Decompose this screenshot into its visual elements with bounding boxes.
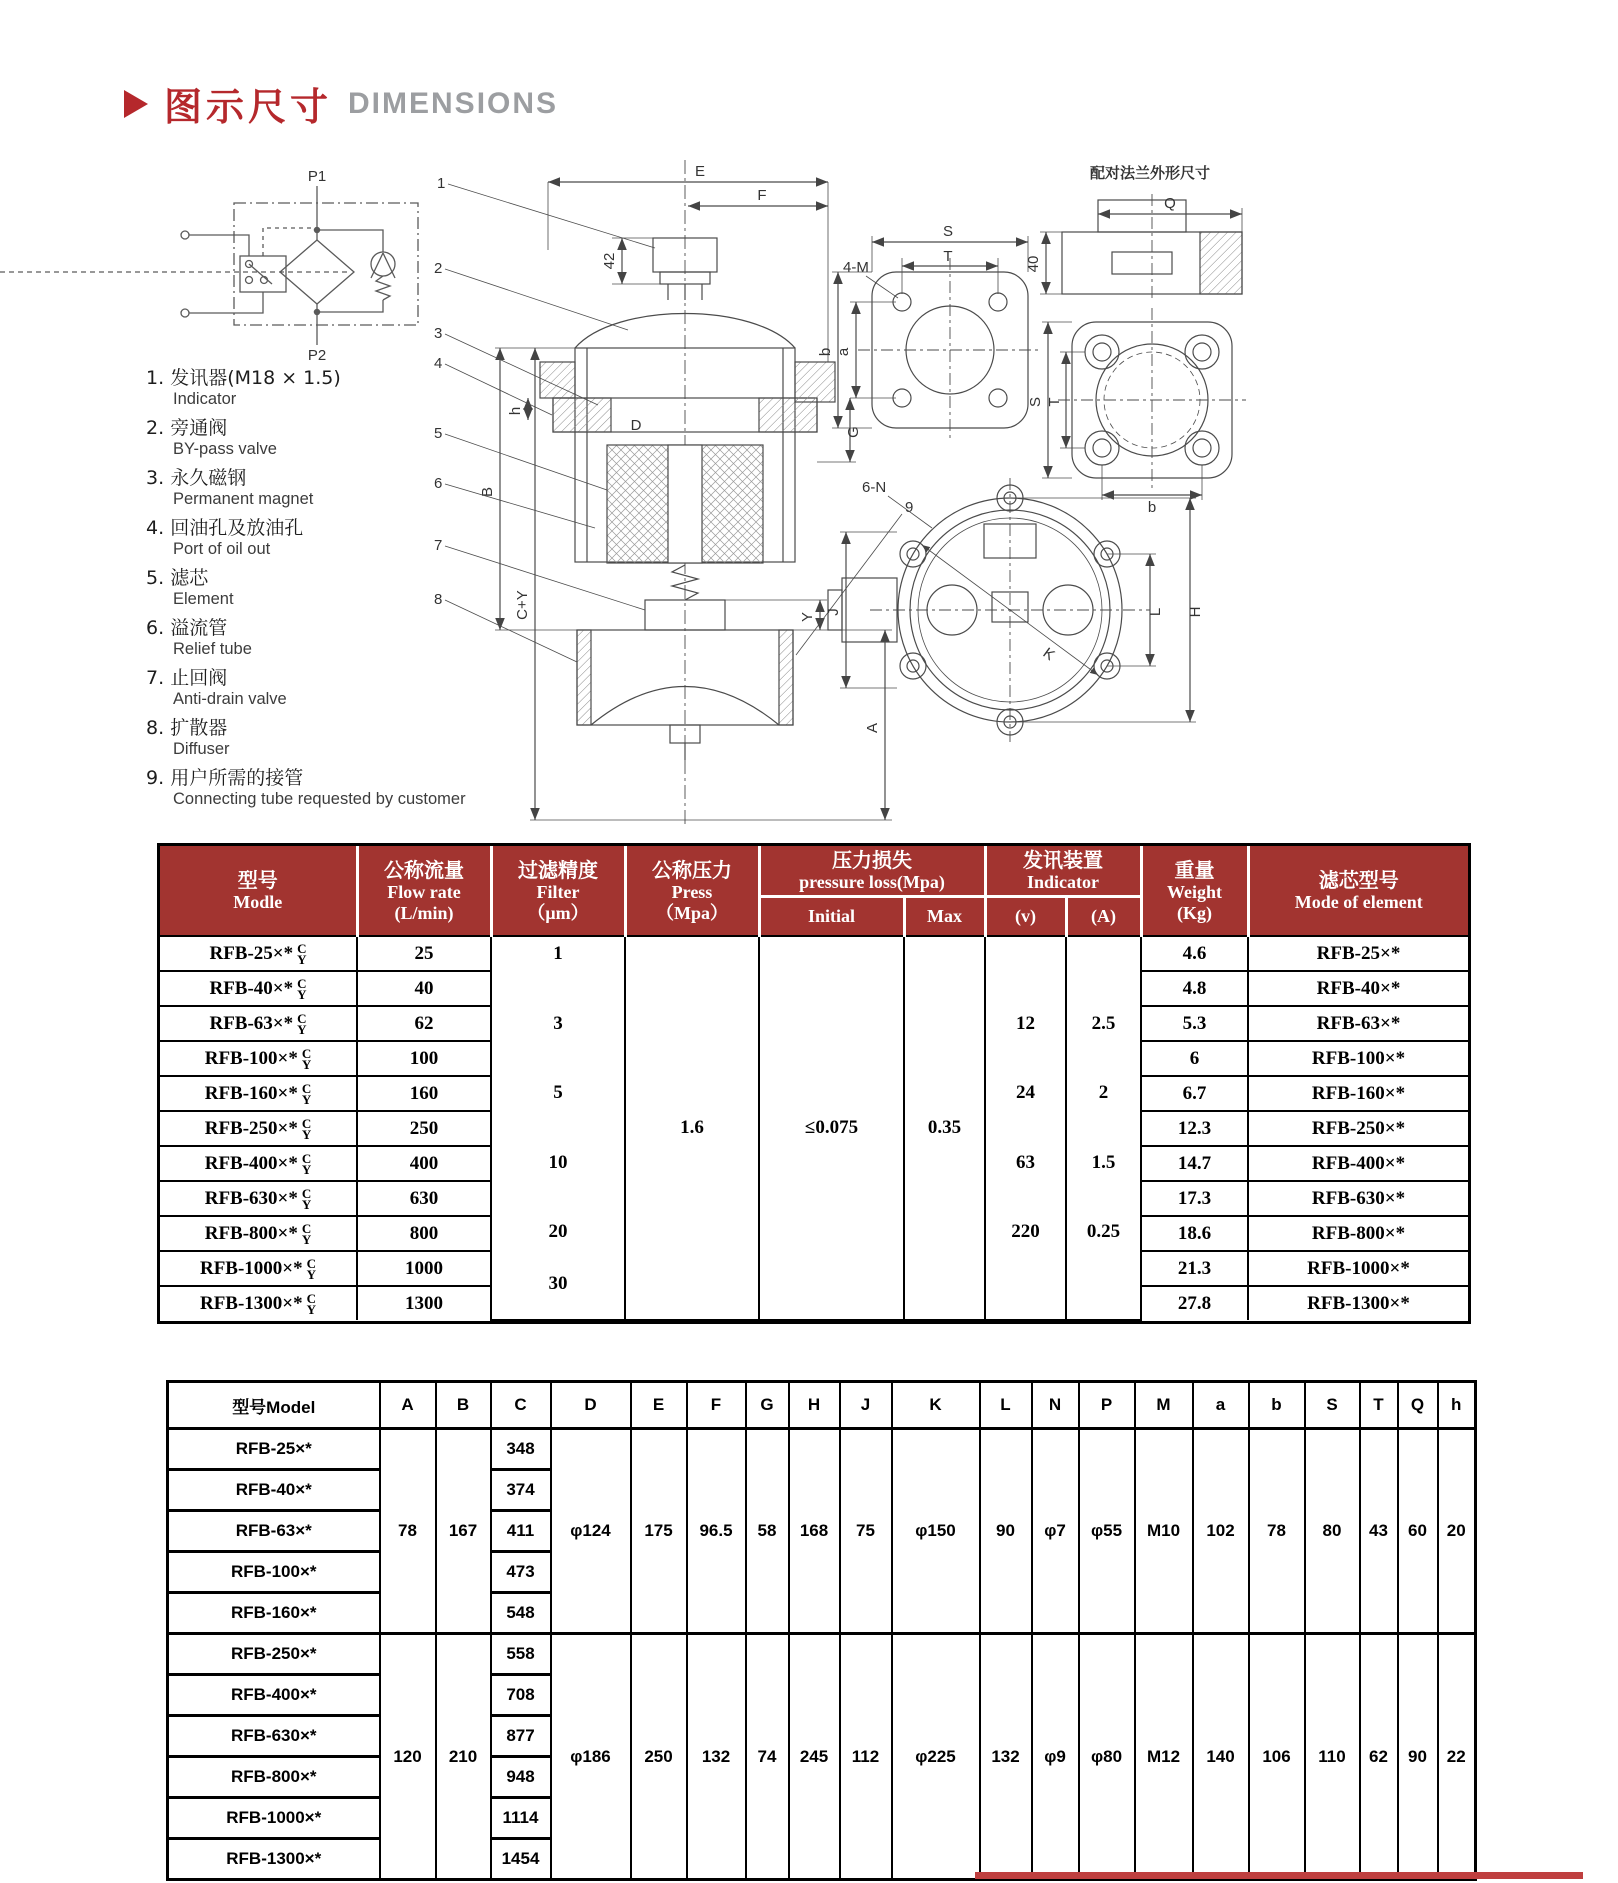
dim-header: P — [1079, 1382, 1135, 1429]
flow-cell: 160 — [357, 1076, 491, 1111]
dim-label-t2: T — [1046, 397, 1063, 407]
dim-header: A — [380, 1382, 436, 1429]
dim-shared-a: 102 — [1193, 1429, 1249, 1634]
weight-cell: 14.7 — [1141, 1146, 1248, 1181]
dim-model-cell: RFB-25×* — [168, 1429, 380, 1470]
dim-label-t: T — [943, 248, 953, 265]
dimension-table — [166, 1380, 1474, 1881]
dim-shared-b: 78 — [1249, 1429, 1305, 1634]
legend-item: 7. 止回阀 Anti-drain valve — [146, 667, 287, 708]
model-cell: RFB-250×* C Y — [160, 1111, 357, 1146]
dim-header: S — [1305, 1382, 1360, 1429]
weight-cell: 6 — [1141, 1041, 1248, 1076]
dim-shared-T: 62 — [1360, 1634, 1398, 1880]
model-cell: RFB-400×* C Y — [160, 1146, 357, 1181]
element-cell: RFB-40×* — [1248, 971, 1468, 1006]
dim-header: a — [1193, 1382, 1249, 1429]
dim-shared-A: 120 — [380, 1634, 436, 1880]
dim-header: E — [631, 1382, 687, 1429]
page-title-en: DIMENSIONS — [348, 86, 559, 120]
dim-shared-H: 168 — [789, 1429, 840, 1634]
leader-4: 4 — [434, 355, 443, 372]
dim-label-q: Q — [1164, 195, 1176, 212]
flow-cell: 1300 — [357, 1286, 491, 1320]
legend-item: 4. 回油孔及放油孔 Port of oil out — [146, 517, 304, 558]
model-cell: RFB-1000×* C Y — [160, 1251, 357, 1286]
dim-shared-H: 245 — [789, 1634, 840, 1880]
col-header-press: 公称压力 Press （Mpa） — [625, 846, 759, 936]
dim-shared-P: φ80 — [1079, 1634, 1135, 1880]
dim-shared-N: φ7 — [1032, 1429, 1079, 1634]
dim-label-a: A — [864, 722, 881, 734]
flow-cell: 40 — [357, 971, 491, 1006]
dim-shared-L: 132 — [980, 1634, 1032, 1880]
dim-header: D — [551, 1382, 631, 1429]
leader-5: 5 — [434, 425, 443, 442]
arrow-right-icon — [124, 90, 148, 118]
flow-cell: 62 — [357, 1006, 491, 1041]
dim-header: Q — [1398, 1382, 1438, 1429]
bolt-count-label: 4-M — [843, 259, 869, 276]
press-merged-cell: 1.6 — [625, 936, 759, 1320]
leader-8: 8 — [434, 591, 443, 608]
element-cell: RFB-25×* — [1248, 936, 1468, 971]
table-row — [160, 936, 1468, 971]
mating-flange-title: 配对法兰外形尺寸 — [1089, 165, 1211, 182]
legend-item: 5. 滤芯 Element — [146, 567, 234, 608]
dim-header: F — [687, 1382, 746, 1429]
dim-header: h — [1438, 1382, 1476, 1429]
legend-item: 9. 用户所需的接管 Connecting tube requested by customer — [146, 767, 466, 808]
dim-label-42: 42 — [601, 252, 618, 270]
parts-legend — [146, 366, 516, 816]
dim-label-l: L — [1147, 607, 1164, 617]
dim-shared-h: 20 — [1438, 1429, 1476, 1634]
model-cell: RFB-1300×* C Y — [160, 1286, 357, 1320]
model-cell: RFB-800×* C Y — [160, 1216, 357, 1251]
dim-header: N — [1032, 1382, 1079, 1429]
dim-shared-Q: 60 — [1398, 1429, 1438, 1634]
dim-shared-S: 80 — [1305, 1429, 1360, 1634]
flow-cell: 1000 — [357, 1251, 491, 1286]
dim-shared-F: 96.5 — [687, 1429, 746, 1634]
dim-label-f: F — [757, 187, 767, 204]
element-cell: RFB-100×* — [1248, 1041, 1468, 1076]
weight-cell: 27.8 — [1141, 1286, 1248, 1320]
legend-item: 2. 旁通阀 BY-pass valve — [146, 417, 277, 458]
weight-cell: 21.3 — [1141, 1251, 1248, 1286]
col-header-weight: 重量 Weight (Kg) — [1141, 846, 1248, 936]
flow-cell: 800 — [357, 1216, 491, 1251]
cy-suffix: C Y — [297, 940, 307, 967]
dim-model-cell: RFB-100×* — [168, 1552, 380, 1593]
table-row — [168, 1634, 1476, 1675]
dim-header: K — [892, 1382, 980, 1429]
mounting-flange-drawing — [817, 223, 1042, 442]
dim-label-b2: b — [1147, 499, 1157, 516]
weight-cell: 6.7 — [1141, 1076, 1248, 1111]
dim-c-cell: 708 — [491, 1675, 551, 1716]
port-p1-label: P1 — [307, 168, 327, 185]
dim-model-cell: RFB-63×* — [168, 1511, 380, 1552]
dim-shared-b: 106 — [1249, 1634, 1305, 1880]
dim-c-cell: 548 — [491, 1593, 551, 1634]
flow-cell: 100 — [357, 1041, 491, 1076]
model-cell: RFB-25×* C Y — [160, 936, 357, 971]
dim-shared-B: 210 — [436, 1634, 491, 1880]
dim-shared-E: 250 — [631, 1634, 687, 1880]
dim-header: b — [1249, 1382, 1305, 1429]
dim-model-cell: RFB-160×* — [168, 1593, 380, 1634]
volt-merged-cell: 12 24 63 220 — [985, 936, 1066, 1320]
dim-label-cy: C+Y — [514, 590, 531, 620]
dim-c-cell: 948 — [491, 1757, 551, 1798]
dim-shared-B: 167 — [436, 1429, 491, 1634]
dim-model-cell: RFB-250×* — [168, 1634, 380, 1675]
dim-label-b-small: b — [817, 347, 834, 357]
dim-header: B — [436, 1382, 491, 1429]
dim-model-cell: RFB-630×* — [168, 1716, 380, 1757]
dim-label-s2: S — [1027, 396, 1044, 408]
dim-shared-D: φ124 — [551, 1429, 631, 1634]
dim-c-cell: 473 — [491, 1552, 551, 1593]
element-cell: RFB-1300×* — [1248, 1286, 1468, 1320]
page-title-zh: 图示尺寸 — [164, 85, 333, 129]
mating-flange-drawing — [1025, 164, 1246, 516]
flow-cell: 250 — [357, 1111, 491, 1146]
dim-model-cell: RFB-400×* — [168, 1675, 380, 1716]
dim-c-cell: 1114 — [491, 1798, 551, 1839]
dim-model-cell: RFB-40×* — [168, 1470, 380, 1511]
dim-c-cell: 558 — [491, 1634, 551, 1675]
dim-label-b: B — [479, 486, 496, 498]
dim-header: G — [746, 1382, 789, 1429]
col-header-max: Max — [904, 897, 985, 937]
leader-7: 7 — [434, 537, 443, 554]
model-cell: RFB-40×* C Y — [160, 971, 357, 1006]
dim-shared-M: M10 — [1135, 1429, 1193, 1634]
dim-shared-G: 74 — [746, 1634, 789, 1880]
dim-header: T — [1360, 1382, 1398, 1429]
dim-header: H — [789, 1382, 840, 1429]
dim-label-j: J — [825, 608, 842, 616]
weight-cell: 4.6 — [1141, 936, 1248, 971]
col-header-amp: (A) — [1066, 897, 1141, 937]
model-cell: RFB-100×* C Y — [160, 1041, 357, 1076]
col-header-element: 滤芯型号 Mode of element — [1248, 846, 1468, 936]
dim-c-cell: 348 — [491, 1429, 551, 1470]
leader-1: 1 — [437, 175, 446, 192]
dim-label-k: K — [1039, 644, 1058, 665]
weight-cell: 5.3 — [1141, 1006, 1248, 1041]
col-header-pressure-loss: 压力损失 pressure loss(Mpa) — [759, 846, 985, 897]
dim-shared-E: 175 — [631, 1429, 687, 1634]
hydraulic-schematic-drawing — [0, 168, 418, 364]
dim-label-g: G — [845, 426, 862, 438]
element-cell: RFB-800×* — [1248, 1216, 1468, 1251]
dim-shared-T: 43 — [1360, 1429, 1398, 1634]
dim-header: J — [840, 1382, 892, 1429]
footer-rule — [975, 1872, 1583, 1879]
dim-shared-G: 58 — [746, 1429, 789, 1634]
bolt-count-label-6n: 6-N — [862, 479, 887, 496]
dim-model-cell: RFB-1000×* — [168, 1798, 380, 1839]
element-cell: RFB-630×* — [1248, 1181, 1468, 1216]
amp-merged-cell: 2.5 2 1.5 0.25 — [1066, 936, 1141, 1320]
leader-2: 2 — [434, 260, 443, 277]
dim-label-s: S — [942, 223, 954, 240]
col-header-initial: Initial — [759, 897, 904, 937]
dim-label-d: D — [630, 417, 642, 434]
legend-item: 3. 永久磁钢 Permanent magnet — [146, 467, 314, 508]
flow-cell: 25 — [357, 936, 491, 971]
loss-max-merged-cell: 0.35 — [904, 936, 985, 1320]
dim-label-h1: h — [507, 406, 524, 416]
dim-shared-J: 112 — [840, 1634, 892, 1880]
dim-shared-D: φ186 — [551, 1634, 631, 1880]
col-header-flow: 公称流量 Flow rate (L/min) — [357, 846, 491, 936]
dim-shared-a: 140 — [1193, 1634, 1249, 1880]
element-cell: RFB-1000×* — [1248, 1251, 1468, 1286]
dim-shared-F: 132 — [687, 1634, 746, 1880]
dim-header-model: 型号Model — [168, 1382, 380, 1429]
element-cell: RFB-160×* — [1248, 1076, 1468, 1111]
col-header-volt: (v) — [985, 897, 1066, 937]
weight-cell: 17.3 — [1141, 1181, 1248, 1216]
dim-c-cell: 411 — [491, 1511, 551, 1552]
spec-table — [157, 843, 1471, 1324]
col-header-indicator: 发讯装置 Indicator — [985, 846, 1141, 897]
dim-header: M — [1135, 1382, 1193, 1429]
element-cell: RFB-400×* — [1248, 1146, 1468, 1181]
element-cell: RFB-250×* — [1248, 1111, 1468, 1146]
dim-header: L — [980, 1382, 1032, 1429]
flow-cell: 400 — [357, 1146, 491, 1181]
leader-6: 6 — [434, 475, 443, 492]
dim-label-a-small: a — [835, 347, 852, 357]
dim-c-cell: 877 — [491, 1716, 551, 1757]
legend-item: 8. 扩散器 Diffuser — [146, 717, 230, 758]
model-cell: RFB-630×* C Y — [160, 1181, 357, 1216]
dim-shared-N: φ9 — [1032, 1634, 1079, 1880]
weight-cell: 18.6 — [1141, 1216, 1248, 1251]
col-header-filter: 过滤精度 Filter （μm） — [491, 846, 625, 936]
bottom-view-drawing — [825, 478, 1204, 742]
dim-shared-K: φ225 — [892, 1634, 980, 1880]
dim-shared-A: 78 — [380, 1429, 436, 1634]
dim-header-row — [168, 1382, 1476, 1429]
element-cell: RFB-63×* — [1248, 1006, 1468, 1041]
filter-merged-cell: 1 3 5 10 20 30 — [491, 936, 625, 1320]
dim-shared-P: φ55 — [1079, 1429, 1135, 1634]
dim-shared-K: φ150 — [892, 1429, 980, 1634]
dim-header: C — [491, 1382, 551, 1429]
dim-label-y: Y — [799, 611, 816, 623]
page-header — [124, 76, 558, 131]
dim-c-cell: 1454 — [491, 1839, 551, 1880]
weight-cell: 12.3 — [1141, 1111, 1248, 1146]
dim-model-cell: RFB-800×* — [168, 1757, 380, 1798]
legend-item: 1. 发讯器(M18 × 1.5) Indicator — [146, 367, 341, 408]
dim-shared-S: 110 — [1305, 1634, 1360, 1880]
dim-shared-L: 90 — [980, 1429, 1032, 1634]
dim-label-e: E — [694, 163, 706, 180]
dim-shared-J: 75 — [840, 1429, 892, 1634]
table-row — [168, 1429, 1476, 1470]
loss-initial-merged-cell: ≤0.075 — [759, 936, 904, 1320]
dim-model-cell: RFB-1300×* — [168, 1839, 380, 1880]
model-cell: RFB-63×* C Y — [160, 1006, 357, 1041]
legend-item: 6. 溢流管 Relief tube — [146, 617, 252, 658]
dim-label-h: H — [1187, 606, 1204, 618]
flow-cell: 630 — [357, 1181, 491, 1216]
leader-9: 9 — [905, 499, 914, 516]
weight-cell: 4.8 — [1141, 971, 1248, 1006]
leader-3: 3 — [434, 325, 443, 342]
port-p2-label: P2 — [307, 347, 327, 364]
dim-label-40: 40 — [1025, 255, 1042, 273]
dim-shared-M: M12 — [1135, 1634, 1193, 1880]
dim-shared-h: 22 — [1438, 1634, 1476, 1880]
col-header-model: 型号 Modle — [160, 846, 357, 936]
dim-shared-Q: 90 — [1398, 1634, 1438, 1880]
model-cell: RFB-160×* C Y — [160, 1076, 357, 1111]
dim-c-cell: 374 — [491, 1470, 551, 1511]
